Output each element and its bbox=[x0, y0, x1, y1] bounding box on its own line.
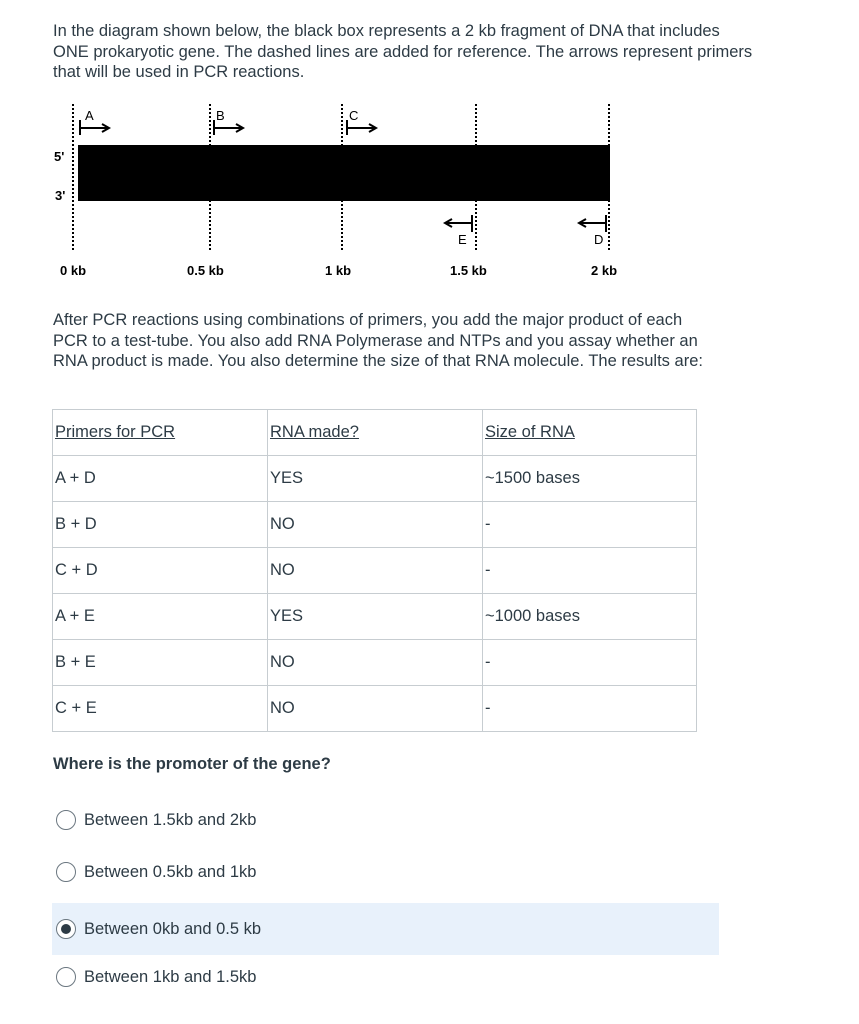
primer-d-label: D bbox=[594, 232, 604, 247]
answer-label: Between 1.5kb and 2kb bbox=[84, 810, 257, 829]
scale-label-1kb: 1 kb bbox=[325, 263, 352, 278]
scale-label-0.5kb: 0.5 kb bbox=[187, 263, 224, 278]
cell-primers: B + D bbox=[53, 502, 268, 548]
answer-option-0-0.5kb[interactable] bbox=[52, 903, 719, 955]
results-table bbox=[52, 409, 697, 732]
answer-option-1.5-2kb[interactable] bbox=[52, 794, 719, 846]
cell-primers: A + E bbox=[53, 594, 268, 640]
strand-5prime-label: 5' bbox=[54, 149, 65, 164]
cell-rna-made: YES bbox=[268, 594, 483, 640]
results-intro-paragraph: After PCR reactions using combinations of primers, you add the major product of each PCR to a test-tube. You also add RNA Polymerase and NTPs and you assay whether an RNA product is made. You also determine the size of that RNA molecule. The results are: bbox=[53, 311, 703, 370]
dna-diagram bbox=[0, 98, 859, 288]
table-row bbox=[53, 548, 697, 594]
primer-e-arrow bbox=[445, 215, 472, 232]
cell-rna-made: NO bbox=[268, 686, 483, 732]
scale-label-0kb: 0 kb bbox=[60, 263, 87, 278]
header-rna-size: Size of RNA bbox=[483, 410, 697, 456]
primer-a-label: A bbox=[85, 108, 94, 123]
cell-rna-size: - bbox=[483, 548, 697, 594]
scale-label-2kb: 2 kb bbox=[591, 263, 618, 278]
answer-label: Between 1kb and 1.5kb bbox=[84, 967, 257, 986]
radio-button[interactable] bbox=[56, 919, 76, 939]
dna-fragment-box bbox=[78, 145, 610, 201]
radio-button[interactable] bbox=[56, 862, 76, 882]
cell-primers: B + E bbox=[53, 640, 268, 686]
cell-primers: C + D bbox=[53, 548, 268, 594]
primer-d-arrow bbox=[579, 215, 606, 232]
cell-rna-size: ~1500 bases bbox=[483, 456, 697, 502]
answer-option-0.5-1kb[interactable] bbox=[52, 846, 719, 898]
primer-c-label: C bbox=[349, 108, 359, 123]
answer-label: Between 0kb and 0.5 kb bbox=[84, 919, 262, 938]
answer-label: Between 0.5kb and 1kb bbox=[84, 862, 257, 881]
table-row bbox=[53, 502, 697, 548]
cell-primers: A + D bbox=[53, 456, 268, 502]
scale-label-1.5kb: 1.5 kb bbox=[450, 263, 487, 278]
intro-paragraph: In the diagram shown below, the black box represents a 2 kb fragment of DNA that includes ONE prokaryotic gene. The dashed lines are added for reference. The arrows represent primers that will be used in PCR reactions. bbox=[53, 22, 753, 81]
cell-primers: C + E bbox=[53, 686, 268, 732]
table-row bbox=[53, 456, 697, 502]
question-text: Where is the promoter of the gene? bbox=[53, 755, 331, 773]
cell-rna-size: - bbox=[483, 640, 697, 686]
cell-rna-made: NO bbox=[268, 502, 483, 548]
primer-b-label: B bbox=[216, 108, 225, 123]
cell-rna-size: ~1000 bases bbox=[483, 594, 697, 640]
cell-rna-size: - bbox=[483, 686, 697, 732]
cell-rna-made: NO bbox=[268, 640, 483, 686]
primer-e-label: E bbox=[458, 232, 467, 247]
table-header-row bbox=[53, 410, 697, 456]
strand-3prime-label: 3' bbox=[55, 188, 66, 203]
cell-rna-made: NO bbox=[268, 548, 483, 594]
header-primers: Primers for PCR bbox=[53, 410, 268, 456]
cell-rna-made: YES bbox=[268, 456, 483, 502]
header-rna-made: RNA made? bbox=[268, 410, 483, 456]
table-row bbox=[53, 640, 697, 686]
answer-option-1-1.5kb[interactable] bbox=[52, 951, 719, 1003]
radio-button[interactable] bbox=[56, 810, 76, 830]
table-row bbox=[53, 686, 697, 732]
cell-rna-size: - bbox=[483, 502, 697, 548]
radio-button[interactable] bbox=[56, 967, 76, 987]
table-row bbox=[53, 594, 697, 640]
